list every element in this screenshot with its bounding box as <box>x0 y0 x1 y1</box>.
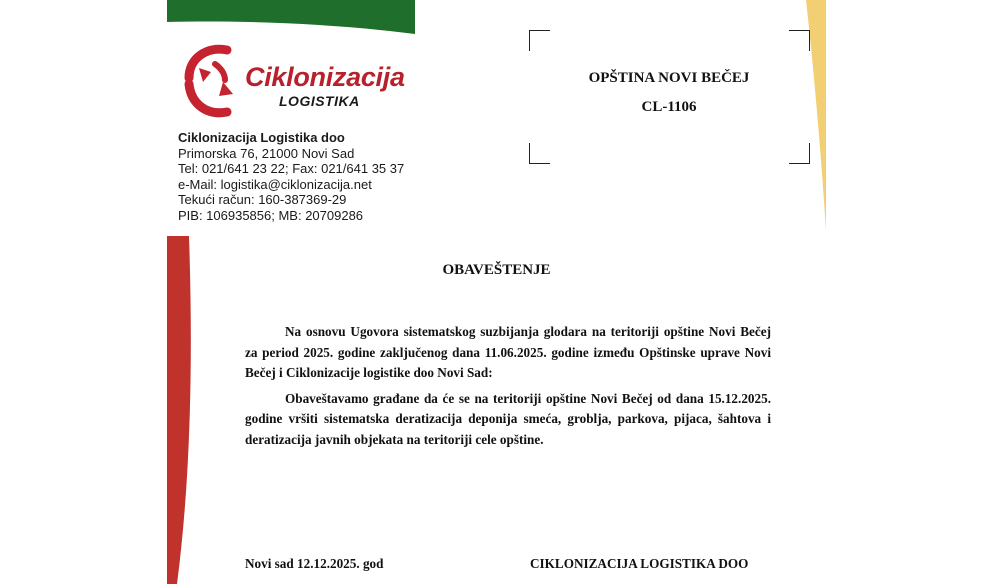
company-phone: Tel: 021/641 23 22; Fax: 021/641 35 37 <box>178 161 405 177</box>
recycle-arrows-icon <box>181 42 245 120</box>
logo-title: Ciklonizacija <box>245 62 405 92</box>
address-frame-corner <box>529 143 550 164</box>
address-frame-corner <box>789 143 810 164</box>
company-logo <box>181 42 421 120</box>
company-account: Tekući račun: 160-387369-29 <box>178 192 347 208</box>
recipient-name: OPŠTINA NOVI BEČEJ <box>588 70 750 86</box>
signature-line: CIKLONIZACIJA LOGISTIKA DOO <box>530 556 749 571</box>
document-date: Novi sad 12.12.2025. god <box>245 556 384 571</box>
recipient-block <box>539 70 799 116</box>
company-address: Primorska 76, 21000 Novi Sad <box>178 145 355 161</box>
logo-subtitle: LOGISTIKA <box>279 93 360 109</box>
letter-page <box>167 0 826 584</box>
address-frame-corner <box>529 30 550 51</box>
company-ids: PIB: 106935856; MB: 20709286 <box>178 207 364 223</box>
address-frame-corner <box>789 30 810 51</box>
company-info <box>178 130 404 224</box>
body-paragraph: Na osnovu Ugovora sistematskog suzbijanja glodara na teritoriji opštine Novi Bečej za period 2025. godine zaključenog dana 11.06.2025. godine između Opštinske uprave Novi Bečej i Ciklonizacije logistike doo Novi Sad: <box>245 324 771 380</box>
company-email: e-Mail: logistika@ciklonizacija.net <box>178 176 372 192</box>
green-header-band <box>167 0 415 34</box>
body-paragraph: Obaveštavamo građane da će se na teritoriji opštine Novi Bečej od dana 15.12.2025. godine vršiti sistematska deratizacija deponija smeća, groblja, parkova, pijaca, šahtova i deratizacija javnih objekata na teritoriji cele opštine. <box>245 390 771 447</box>
document-body <box>245 322 771 450</box>
company-name: Ciklonizacija Logistika doo <box>178 130 345 145</box>
red-side-band <box>167 236 197 584</box>
reference-code: CL-1106 <box>641 99 697 115</box>
document-heading: OBAVEŠTENJE <box>442 262 551 278</box>
